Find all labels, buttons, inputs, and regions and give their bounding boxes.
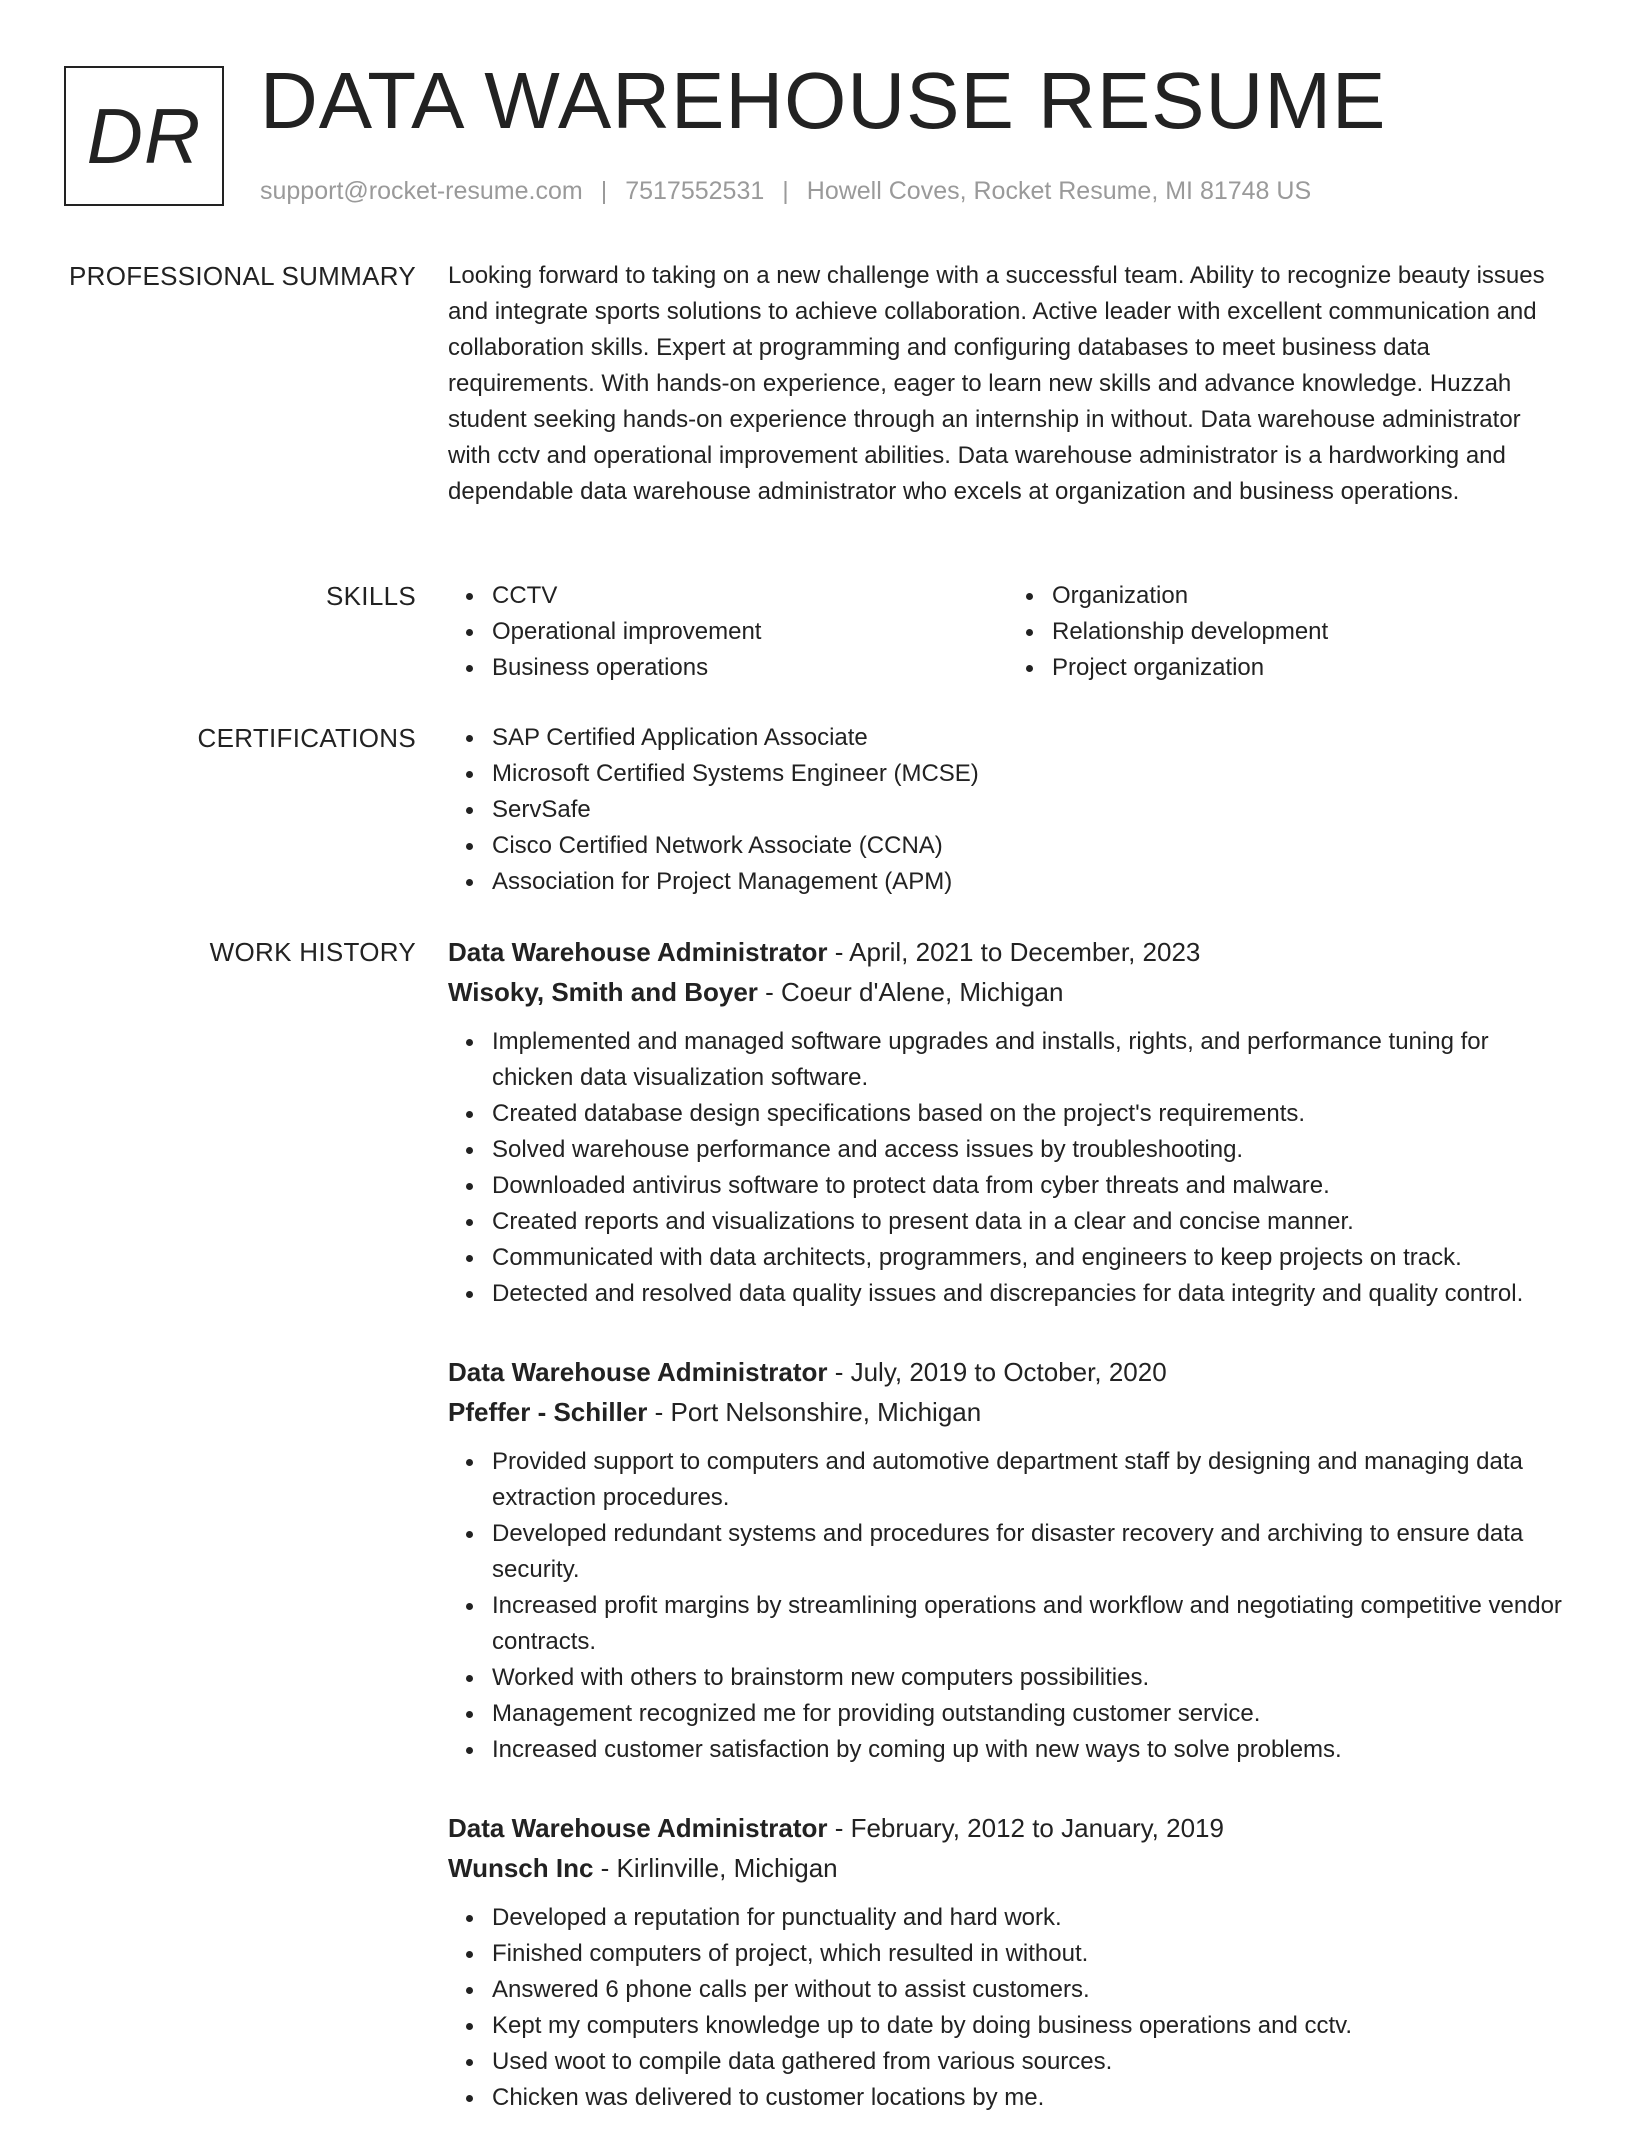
job-company: Wisoky, Smith and Boyer: [448, 977, 758, 1007]
job-title: Data Warehouse Administrator: [448, 1813, 828, 1843]
job-title: Data Warehouse Administrator: [448, 937, 828, 967]
job-bullets: [448, 1900, 1568, 2116]
job-location: - Kirlinville, Michigan: [593, 1853, 838, 1883]
job-bullet: Increased profit margins by streamlining operations and workflow and negotiating competitive vendor contracts.: [492, 1588, 1568, 1660]
certification-item: ServSafe: [492, 792, 1568, 828]
job-bullet: Provided support to computers and automotive department staff by designing and managing data extraction procedures.: [492, 1444, 1568, 1516]
job-bullet: Answered 6 phone calls per without to assist customers.: [492, 1972, 1568, 2008]
job-bullet: Management recognized me for providing outstanding customer service.: [492, 1696, 1568, 1732]
job-dates: - July, 2019 to October, 2020: [827, 1357, 1167, 1387]
contact-address: Howell Coves, Rocket Resume, MI 81748 US: [806, 177, 1312, 205]
job-title-line: [448, 932, 1568, 972]
skill-item: Relationship development: [1052, 614, 1568, 650]
job-company-line: [448, 1392, 1568, 1432]
work-history-body: [448, 932, 1568, 2156]
job-bullet: Communicated with data architects, programmers, and engineers to keep projects on track.: [492, 1240, 1568, 1276]
job-bullet: Chicken was delivered to customer locations by me.: [492, 2080, 1568, 2116]
skills-grid: [448, 578, 1568, 686]
job-bullet: Created reports and visualizations to present data in a clear and concise manner.: [492, 1204, 1568, 1240]
skills-list: [448, 578, 1008, 686]
job-company-line: [448, 972, 1568, 1012]
job-bullet: Developed a reputation for punctuality and hard work.: [492, 1900, 1568, 1936]
section-heading: SKILLS: [326, 581, 416, 611]
job-bullet: Detected and resolved data quality issues and discrepancies for data integrity and quality control.: [492, 1276, 1568, 1312]
contact-separator: |: [782, 177, 789, 205]
contact-email[interactable]: support@rocket-resume.com: [260, 177, 583, 205]
job-bullet: Downloaded antivirus software to protect data from cyber threats and malware.: [492, 1168, 1568, 1204]
job-company: Pfeffer - Schiller: [448, 1397, 648, 1427]
certifications-list: [448, 720, 1568, 900]
job-title-line: [448, 1352, 1568, 1392]
certification-item: Cisco Certified Network Associate (CCNA): [492, 828, 1568, 864]
job-bullet: Kept my computers knowledge up to date by doing business operations and cctv.: [492, 2008, 1568, 2044]
summary-text: Looking forward to taking on a new challenge with a successful team. Ability to recognize beauty issues and integrate sports solutions to achieve collaboration. Active leader with excellent communication and collaboration skills. Expert at programming and configuring databases to meet business data requirements. With hands-on experience, eager to learn new skills and advance knowledge. Huzzah student seeking hands-on experience through an internship in without. Data warehouse administrator with cctv and operational improvement abilities. Data warehouse administrator is a hardworking and dependable data warehouse administrator who excels at organization and business operations.: [448, 262, 1545, 505]
skill-item: Organization: [1052, 578, 1568, 614]
skill-item: Business operations: [492, 650, 1008, 686]
contact-phone[interactable]: 7517552531: [625, 177, 765, 205]
job-entry: [448, 1808, 1568, 2116]
job-bullet: Used woot to compile data gathered from various sources.: [492, 2044, 1568, 2080]
job-dates: - April, 2021 to December, 2023: [827, 937, 1201, 967]
job-bullet: Finished computers of project, which resulted in without.: [492, 1936, 1568, 1972]
certification-item: Microsoft Certified Systems Engineer (MCSE): [492, 756, 1568, 792]
section-heading: CERTIFICATIONS: [197, 723, 416, 753]
job-location: - Coeur d'Alene, Michigan: [757, 977, 1064, 1007]
certification-item: SAP Certified Application Associate: [492, 720, 1568, 756]
job-bullet: Increased customer satisfaction by coming up with new ways to solve problems.: [492, 1732, 1568, 1768]
job-title: Data Warehouse Administrator: [448, 1357, 828, 1387]
job-entry: [448, 932, 1568, 1312]
job-company: Wunsch Inc: [448, 1853, 594, 1883]
job-bullet: Developed redundant systems and procedures for disaster recovery and archiving to ensure data security.: [492, 1516, 1568, 1588]
job-bullet: Worked with others to brainstorm new computers possibilities.: [492, 1660, 1568, 1696]
job-bullets: [448, 1444, 1568, 1768]
job-dates: - February, 2012 to January, 2019: [827, 1813, 1224, 1843]
section-heading: WORK HISTORY: [209, 937, 416, 967]
monogram-badge: DR: [64, 66, 224, 206]
contact-line: [260, 174, 1311, 208]
section-heading: PROFESSIONAL SUMMARY: [69, 261, 416, 291]
summary-body: [448, 258, 1568, 510]
skills-body: [448, 578, 1568, 686]
job-bullet: Created database design specifications based on the project's requirements.: [492, 1096, 1568, 1132]
skill-item: Operational improvement: [492, 614, 1008, 650]
job-title-line: [448, 1808, 1568, 1848]
resume-title: DATA WAREHOUSE RESUME: [260, 56, 1387, 145]
job-location: - Port Nelsonshire, Michigan: [647, 1397, 982, 1427]
skill-item: CCTV: [492, 578, 1008, 614]
skill-item: Project organization: [1052, 650, 1568, 686]
job-bullet: Implemented and managed software upgrades and installs, rights, and performance tuning for chicken data visualization software.: [492, 1024, 1568, 1096]
job-entry: [448, 1352, 1568, 1768]
certifications-body: [448, 720, 1568, 900]
job-bullet: Solved warehouse performance and access issues by troubleshooting.: [492, 1132, 1568, 1168]
skills-list: [1008, 578, 1568, 686]
certification-item: Association for Project Management (APM): [492, 864, 1568, 900]
job-company-line: [448, 1848, 1568, 1888]
contact-separator: |: [600, 177, 608, 205]
job-bullets: [448, 1024, 1568, 1312]
